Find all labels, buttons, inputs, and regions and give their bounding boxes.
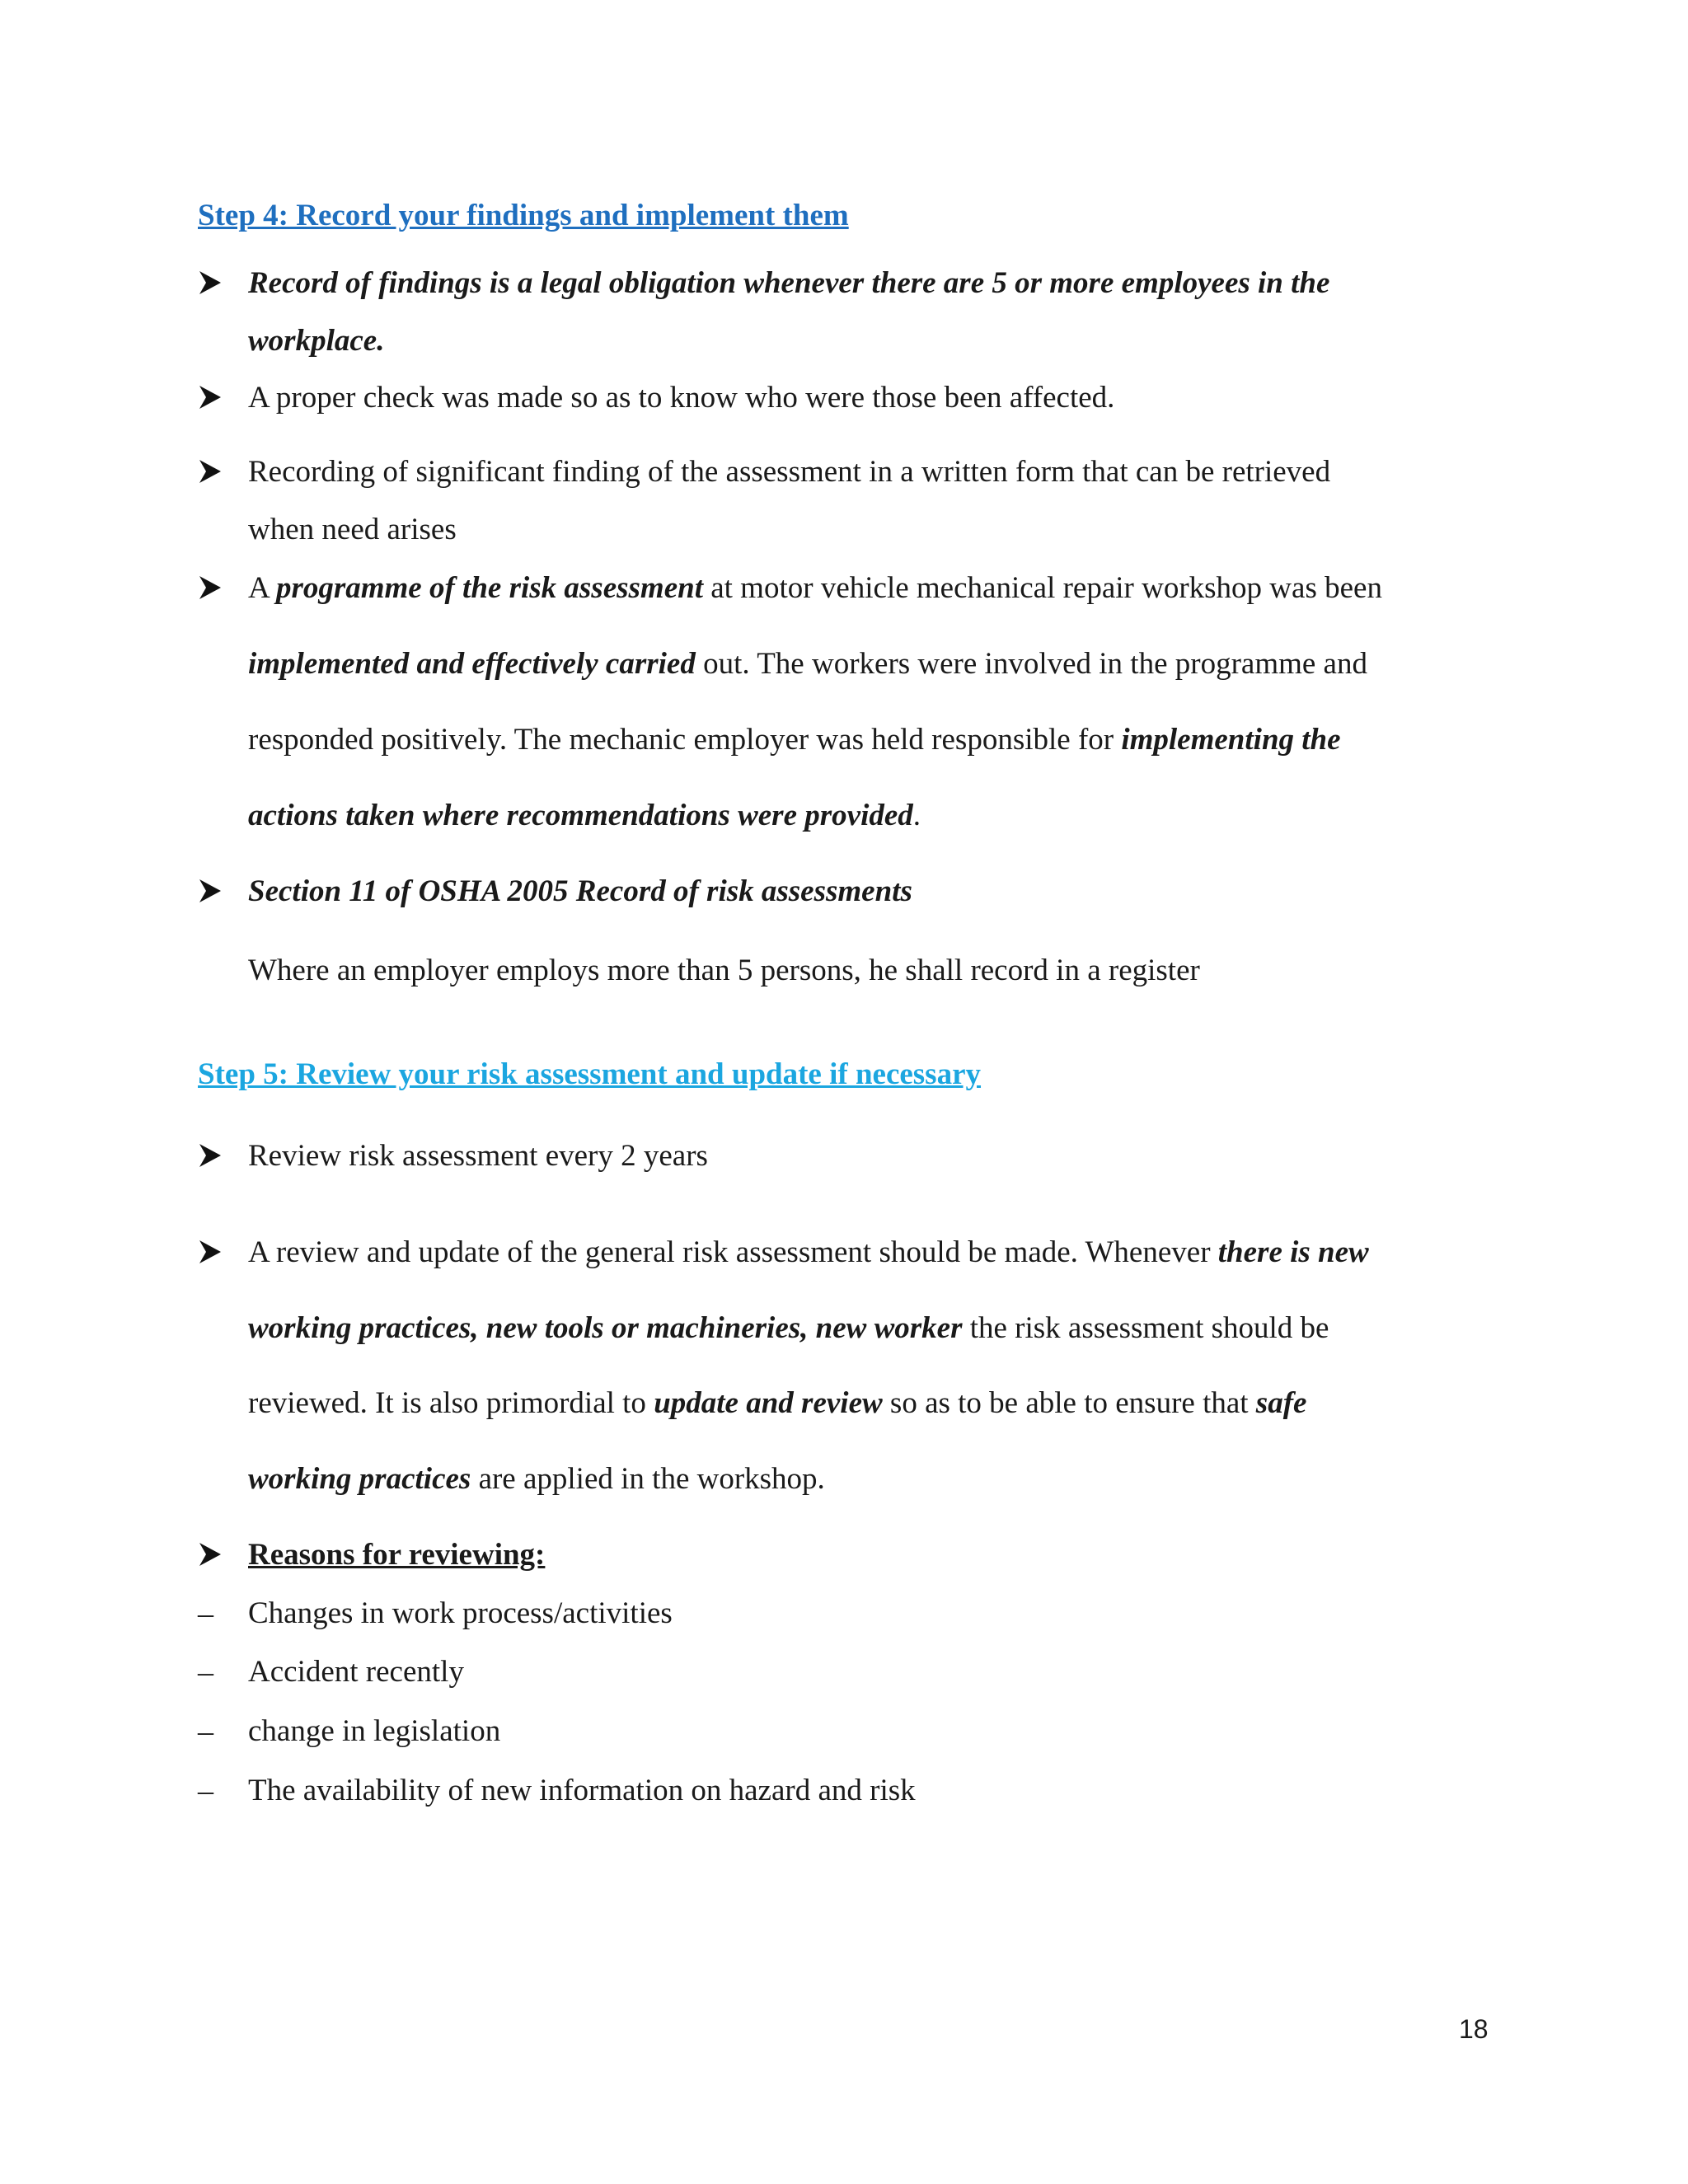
text-run: . — [912, 799, 921, 832]
emphasis: working practices, new tools or machineries, new worker — [248, 1311, 963, 1345]
text-run: A — [248, 571, 276, 605]
arrow-bullet-icon — [198, 574, 223, 602]
dash-bullet: – — [198, 1774, 213, 1808]
step4-bullet1-line2: workplace. — [248, 324, 385, 358]
emphasis: implemented and effectively carried — [248, 647, 696, 681]
step4-bullet4-line1 — [248, 570, 1382, 607]
reasons-heading: Reasons for reviewing: — [248, 1538, 546, 1572]
arrow-bullet-icon — [198, 1540, 223, 1568]
emphasis: working practices — [248, 1462, 471, 1496]
arrow-bullet-icon — [198, 457, 223, 485]
dash-bullet: – — [198, 1714, 213, 1749]
step4-bullet2-line1: A proper check was made so as to know who were those been affected. — [248, 381, 1115, 415]
arrow-bullet-icon — [198, 383, 223, 411]
text-run: the risk assessment should be — [962, 1311, 1329, 1345]
emphasis: programme of the risk assessment — [275, 571, 703, 605]
emphasis: actions taken where recommendations were provided — [248, 799, 913, 832]
step4-bullet1-line1: Record of findings is a legal obligation whenever there are 5 or more employees in the — [248, 266, 1330, 300]
step4-bullet5-line1: Section 11 of OSHA 2005 Record of risk assessments — [248, 874, 912, 908]
step4-bullet5-line2: Where an employer employs more than 5 persons, he shall record in a register — [248, 954, 1200, 987]
step4-bullet4-line3 — [248, 722, 1341, 758]
step4-bullet4-line2 — [248, 646, 1367, 682]
step4-bullet3-line2: when need arises — [248, 513, 457, 546]
step4-bullet4-line4 — [248, 798, 921, 834]
step5-bullet1-line1: Review risk assessment every 2 years — [248, 1139, 708, 1173]
arrow-bullet-icon — [198, 877, 223, 905]
emphasis: implementing the — [1121, 723, 1341, 757]
step5-bullet2-line3 — [248, 1385, 1306, 1422]
text-run: are applied in the workshop. — [471, 1462, 825, 1496]
text-run: so as to be able to ensure that — [882, 1386, 1256, 1420]
text-run: reviewed. It is also primordial to — [248, 1386, 654, 1420]
dash-bullet: – — [198, 1655, 213, 1690]
text-run: A review and update of the general risk assessment should be made. Whenever — [248, 1235, 1218, 1269]
step4-bullet3-line1: Recording of significant finding of the assessment in a written form that can be retrieved — [248, 455, 1331, 489]
text-run: responded positively. The mechanic employer was held responsible for — [248, 723, 1122, 757]
emphasis: safe — [1255, 1386, 1307, 1420]
arrow-bullet-icon — [198, 1141, 223, 1169]
dash-bullet: – — [198, 1596, 213, 1631]
step5-bullet2-line2 — [248, 1310, 1329, 1347]
arrow-bullet-icon — [198, 1238, 223, 1266]
reason-item: change in legislation — [248, 1714, 501, 1748]
text-run: at motor vehicle mechanical repair workshop was been — [702, 571, 1382, 605]
step5-bullet2-line1 — [248, 1235, 1369, 1271]
reason-item: The availability of new information on hazard and risk — [248, 1774, 916, 1807]
reason-item: Accident recently — [248, 1655, 464, 1689]
text-run: out. The workers were involved in the programme and — [695, 647, 1367, 681]
step4-heading: Step 4: Record your findings and implement them — [198, 199, 849, 232]
reason-item: Changes in work process/activities — [248, 1596, 673, 1630]
step5-bullet2-line4 — [248, 1461, 825, 1497]
page-number: 18 — [1459, 2014, 1489, 2044]
emphasis: update and review — [654, 1386, 883, 1420]
step5-heading: Step 5: Review your risk assessment and update if necessary — [198, 1057, 982, 1091]
arrow-bullet-icon — [198, 269, 223, 297]
emphasis: there is new — [1217, 1235, 1369, 1269]
